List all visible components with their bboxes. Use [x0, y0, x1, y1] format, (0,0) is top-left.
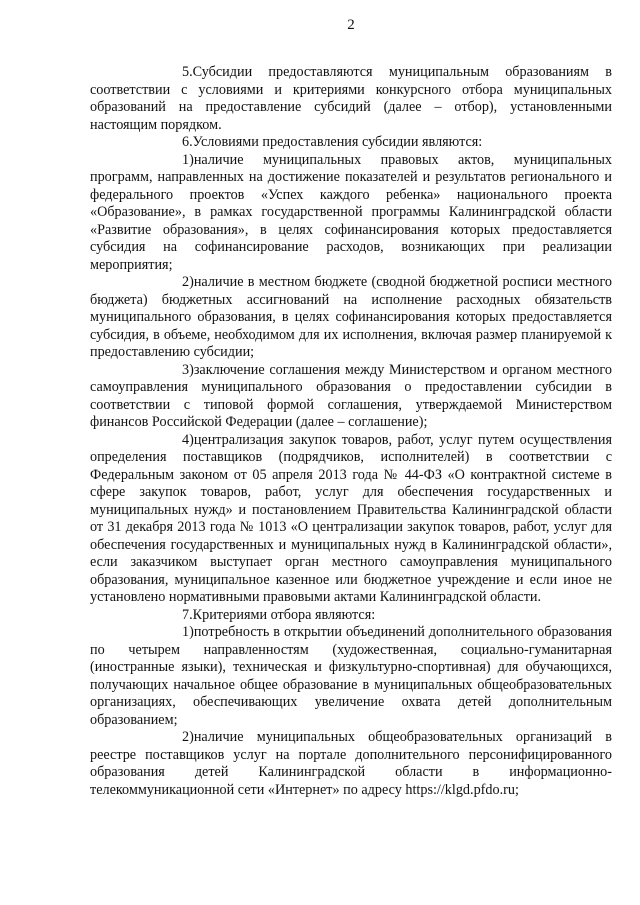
paragraph-text: Субсидии предоставляются муниципальным образованиям в соответствии с условиями и критериями конкурсного отбора муниципальных образований на предоставление субсидий (далее – отбор), установленными настоящим порядком.: [90, 64, 612, 133]
paragraph-7: [90, 607, 612, 625]
item-number: 3): [182, 361, 194, 378]
paragraph-text: наличие муниципальных правовых актов, муниципальных программ, направленных на достижение показателей и результатов регионального и федерального проектов «Успех каждого ребенка» национального проекта «Образование», в рамках государственной программы Калининградской области «Развитие образования», в целях софинансирования которых предоставляется субсидия на софинансирование расходов, возникающих при реализации мероприятия;: [90, 151, 612, 273]
criterion-2: [90, 729, 612, 799]
item-number: 2): [182, 274, 194, 290]
paragraph-text: Критериями отбора являются:: [192, 606, 376, 623]
condition-2: [90, 274, 612, 362]
item-number: 7.: [182, 606, 193, 623]
paragraph-5: [90, 64, 612, 134]
condition-1: [90, 152, 612, 275]
item-number: 6.: [182, 134, 193, 150]
criterion-1: [90, 624, 612, 729]
paragraph-text: потребность в открытии объединений дополнительного образования по четырем направленностям (художественная, социально-гуманитарная (иностранные языки), техническая и физкультурно-спортивная) для обучающихся, получающих начальное общее образование в муниципальных общеобразовательных организациях, обеспечивающих увеличение охвата детей дополнительным образованием;: [90, 624, 612, 728]
paragraph-text: заключение соглашения между Министерством и органом местного самоуправления муниципального образования о предоставлении субсидии в соответствии с типовой формой соглашения, утверждаемой Министерством финансов Российской Федерации (далее – соглашение);: [90, 361, 612, 430]
item-number: 2): [182, 729, 194, 745]
item-number: 5.: [182, 64, 193, 80]
paragraph-text: централизация закупок товаров, работ, услуг путем осуществления определения поставщиков (подрядчиков, исполнителей) в соответствии с Федеральным законом от 05 апреля 2013 года № 44-ФЗ «О контрактной системе в сфере закупок товаров, работ, услуг для обеспечения государственных и муниципальных нужд» и постановлением Правительства Калининградской области от 31 декабря 2013 года № 1013 «О централизации закупок товаров, работ, услуг для обеспечения государственных и муниципальных нужд в Калининградской области», если заказчиком выступает орган местного самоуправления муниципального образования, муниципальное казенное или бюджетное учреждение и если иное не установлено нормативными правовыми актами Калининградской области.: [90, 431, 612, 605]
condition-4: [90, 432, 612, 607]
item-number: 4): [182, 431, 194, 448]
page-number: 2: [347, 17, 355, 33]
paragraph-6: [90, 134, 612, 152]
condition-3: [90, 362, 612, 432]
paragraph-text: наличие в местном бюджете (сводной бюджетной росписи местного бюджета) бюджетных ассигнований на исполнение расходных обязательств муниципального образования, в целях софинансирования которых предоставляется субсидия, в объеме, необходимом для их исполнения, включая размер планируемой к предоставлению субсидии;: [90, 274, 612, 360]
paragraph-text: наличие муниципальных общеобразовательных организаций в реестре поставщиков услуг на портале дополнительного персонифицированного образования детей Калининградской области в информационно-телекоммуникационной сети «Интернет» по адресу https://klgd.pfdo.ru;: [90, 729, 612, 798]
item-number: 1): [182, 151, 194, 168]
item-number: 1): [182, 624, 194, 640]
paragraph-text: Условиями предоставления субсидии являются:: [192, 134, 483, 150]
